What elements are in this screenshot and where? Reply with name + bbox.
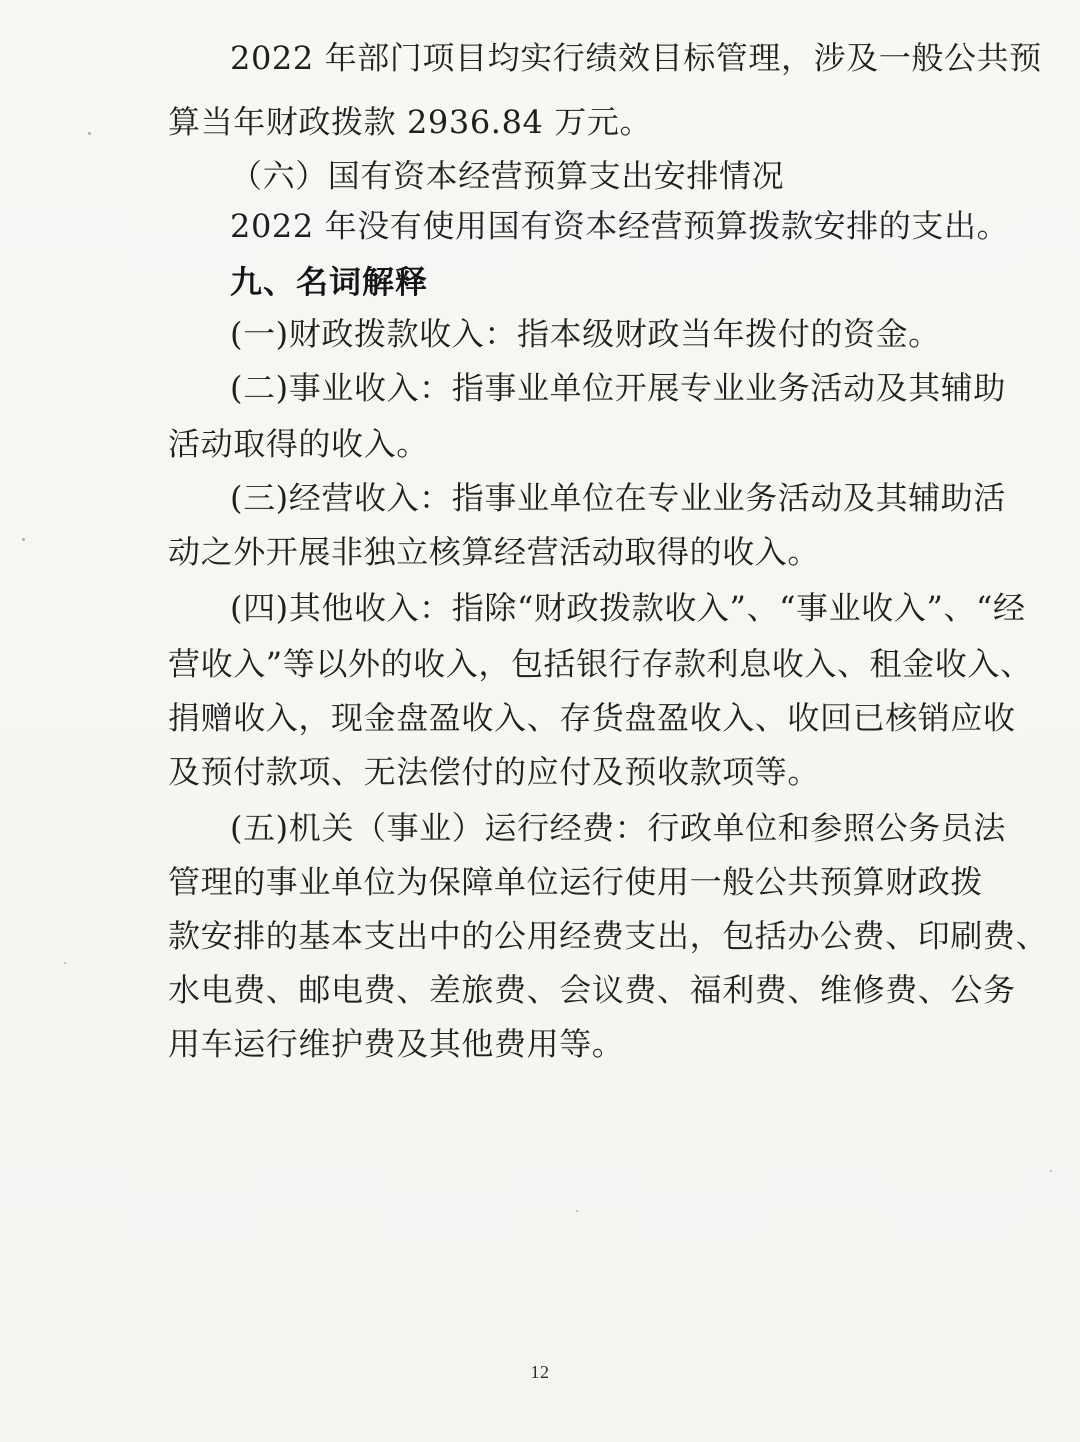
paragraph-line: 捐赠收入，现金盘盈收入、存货盘盈收入、收回已核销应收 <box>168 699 1016 737</box>
paper-speck <box>22 538 25 541</box>
paper-speck <box>576 1210 578 1212</box>
paragraph-line: 算当年财政拨款 2936.84 万元。 <box>168 103 653 141</box>
paragraph-line: 动之外开展非独立核算经营活动取得的收入。 <box>168 533 821 571</box>
paragraph-line: (五)机关（事业）运行经费：行政单位和参照公务员法 <box>230 809 1006 847</box>
paragraph-line: (三)经营收入：指事业单位在专业业务活动及其辅助活 <box>230 479 1006 517</box>
paragraph-line: 水电费、邮电费、差旅费、会议费、福利费、维修费、公务 <box>168 971 1016 1009</box>
paragraph-line: 及预付款项、无法偿付的应付及预收款项等。 <box>168 753 821 791</box>
paragraph-line: 用车运行维护费及其他费用等。 <box>168 1025 625 1063</box>
paragraph-line: 管理的事业单位为保障单位运行使用一般公共预算财政拨 <box>168 863 984 901</box>
paper-speck <box>88 132 91 135</box>
paragraph-line: （六）国有资本经营预算支出安排情况 <box>230 157 785 195</box>
paragraph-line: 款安排的基本支出中的公用经费支出，包括办公费、印刷费、 <box>168 917 1049 955</box>
paragraph-line: 2022 年部门项目均实行绩效目标管理，涉及一般公共预 <box>230 39 1042 77</box>
paragraph-line: 营收入”等以外的收入，包括银行存款利息收入、租金收入、 <box>168 645 1033 683</box>
paragraph-line: (二)事业收入：指事业单位开展专业业务活动及其辅助 <box>230 369 1006 407</box>
paragraph-line: 2022 年没有使用国有资本经营预算拨款安排的支出。 <box>230 207 1010 245</box>
paper-speck <box>1050 1170 1052 1172</box>
section-heading: 九、名词解释 <box>230 263 429 301</box>
paragraph-line: (一)财政拨款收入：指本级财政当年拨付的资金。 <box>230 315 941 353</box>
paper-speck <box>64 962 66 964</box>
page-number: 12 <box>530 1362 550 1382</box>
paragraph-line: (四)其他收入：指除“财政拨款收入”、“事业收入”、“经 <box>230 589 1026 627</box>
paragraph-line: 活动取得的收入。 <box>168 425 429 463</box>
